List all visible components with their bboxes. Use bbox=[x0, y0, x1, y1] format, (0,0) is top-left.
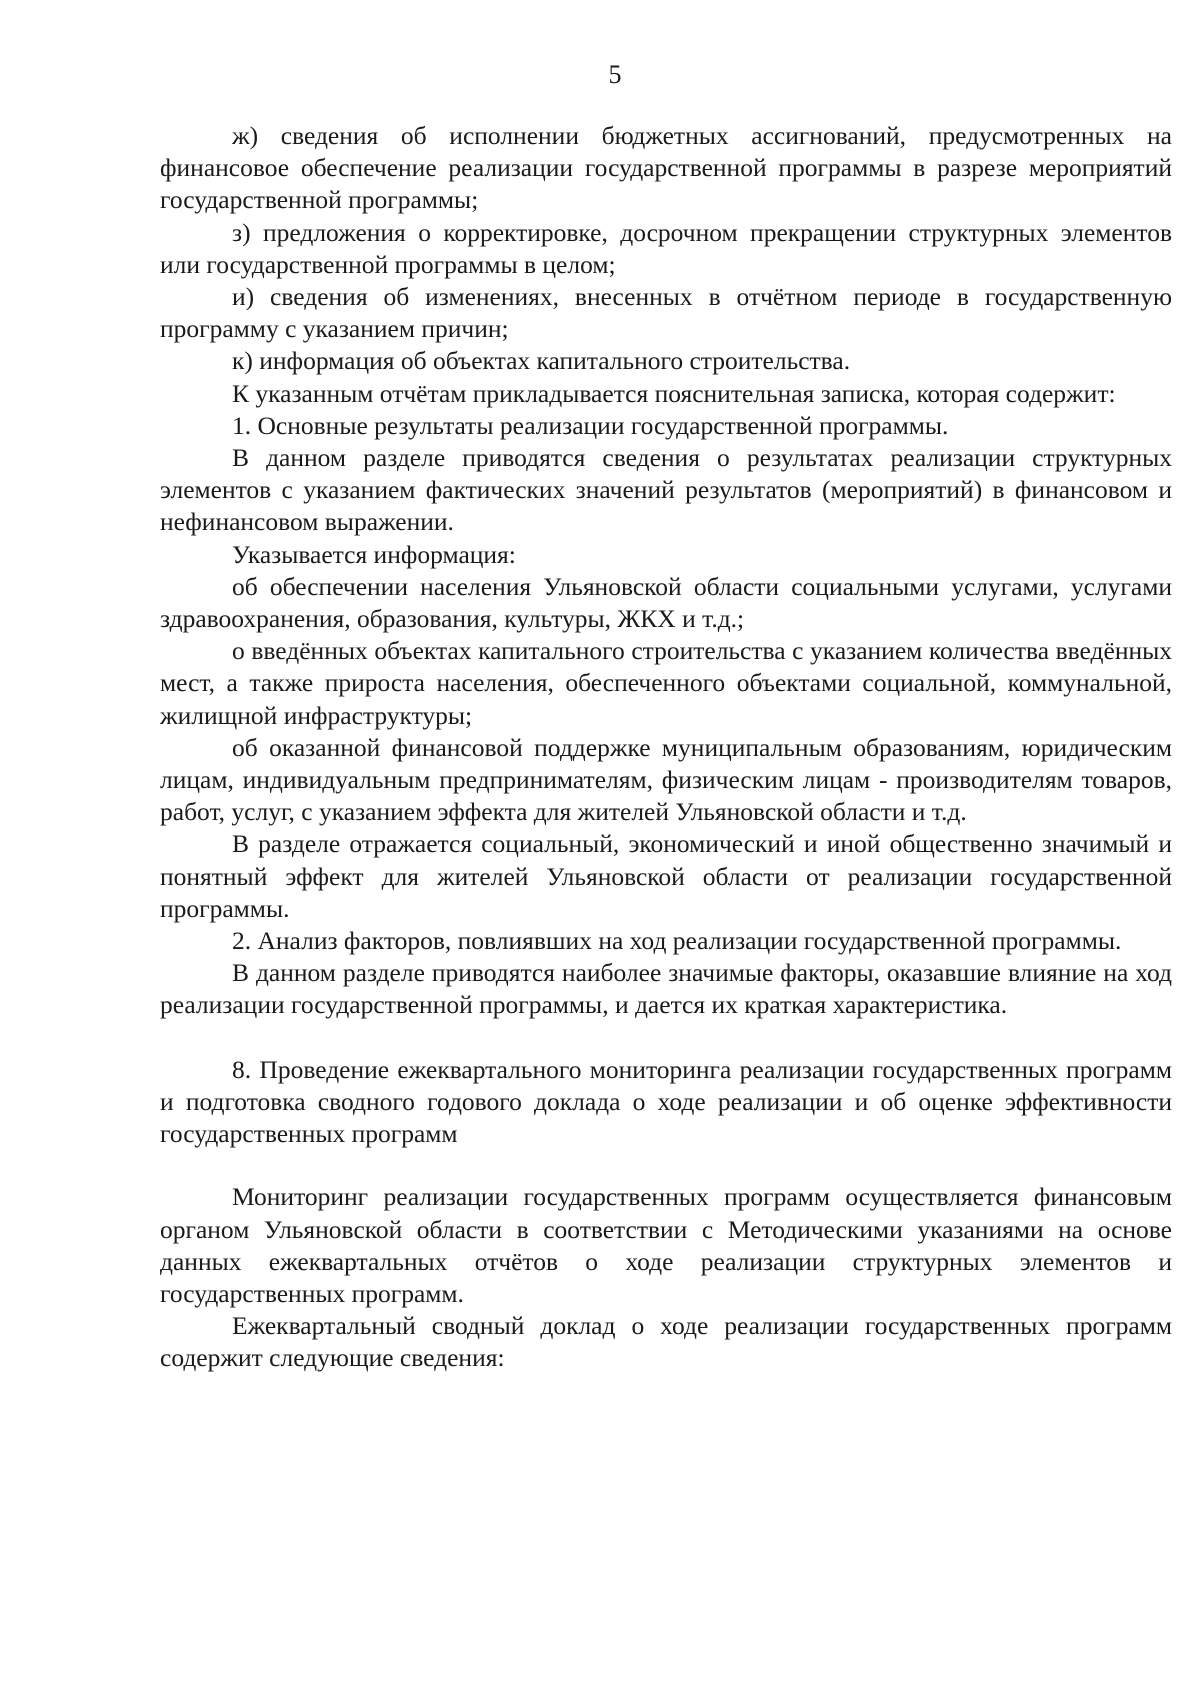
paragraph: и) сведения об изменениях, внесенных в отчётном периоде в государственную программу с указанием причин; bbox=[160, 282, 1172, 344]
document-body bbox=[160, 120, 1172, 1375]
paragraph: 1. Основные результаты реализации государственной программы. bbox=[232, 410, 949, 440]
paragraph: К указанным отчётам прикладывается пояснительная записка, которая содержит: bbox=[232, 378, 1116, 408]
section-heading: 8. Проведение ежеквартального мониторинга реализации государственных программ и подготовка сводного годового доклада о ходе реализации и об оценке эффективности государственных программ bbox=[160, 1054, 1172, 1149]
paragraph: об оказанной финансовой поддержке муниципальным образованиям, юридическим лицам, индивидуальным предпринимателям, физическим лицам - производителям товаров, работ, услуг, с указанием эффекта для жителей Ульяновской области и т.д. bbox=[160, 732, 1172, 827]
paragraph: з) предложения о корректировке, досрочном прекращении структурных элементов или государственной программы в целом; bbox=[160, 217, 1172, 279]
paragraph: Указывается информация: bbox=[232, 539, 516, 569]
page-number: 5 bbox=[608, 60, 622, 89]
paragraph: ж) сведения об исполнении бюджетных ассигнований, предусмотренных на финансовое обеспечение реализации государственной программы в разрезе мероприятий государственной программы; bbox=[160, 121, 1172, 215]
paragraph: к) информация об объектах капитального строительства. bbox=[232, 346, 851, 376]
paragraph: В разделе отражается социальный, экономический и иной общественно значимый и понятный эффект для жителей Ульяновской области от реализации государственной программы. bbox=[160, 829, 1172, 923]
paragraph: В данном разделе приводятся наиболее значимые факторы, оказавшие влияние на ход реализации государственной программы, и дается их краткая характеристика. bbox=[160, 958, 1172, 1020]
paragraph: об обеспечении населения Ульяновской области социальными услугами, услугами здравоохранения, образования, культуры, ЖКХ и т.д.; bbox=[160, 571, 1172, 634]
paragraph: В данном разделе приводятся сведения о результатах реализации структурных элементов с указанием фактических значений результатов (мероприятий) в финансовом и нефинансовом выражении. bbox=[160, 443, 1172, 537]
paragraph: Мониторинг реализации государственных программ осуществляется финансовым органом Ульяновской области в соответствии с Методическими указаниями на основе данных ежеквартальных отчётов о ходе реализации структурных элементов и государственных программ. bbox=[160, 1182, 1172, 1308]
paragraph: о введённых объектах капитального строительства с указанием количества введённых мест, а также прироста населения, обеспеченного объектами социальной, коммунальной, жилищной инфраструктуры; bbox=[160, 636, 1172, 730]
paragraph: 2. Анализ факторов, повлиявших на ход реализации государственной программы. bbox=[232, 926, 1122, 956]
paragraph: Ежеквартальный сводный доклад о ходе реализации государственных программ содержит следующие сведения: bbox=[160, 1311, 1172, 1373]
